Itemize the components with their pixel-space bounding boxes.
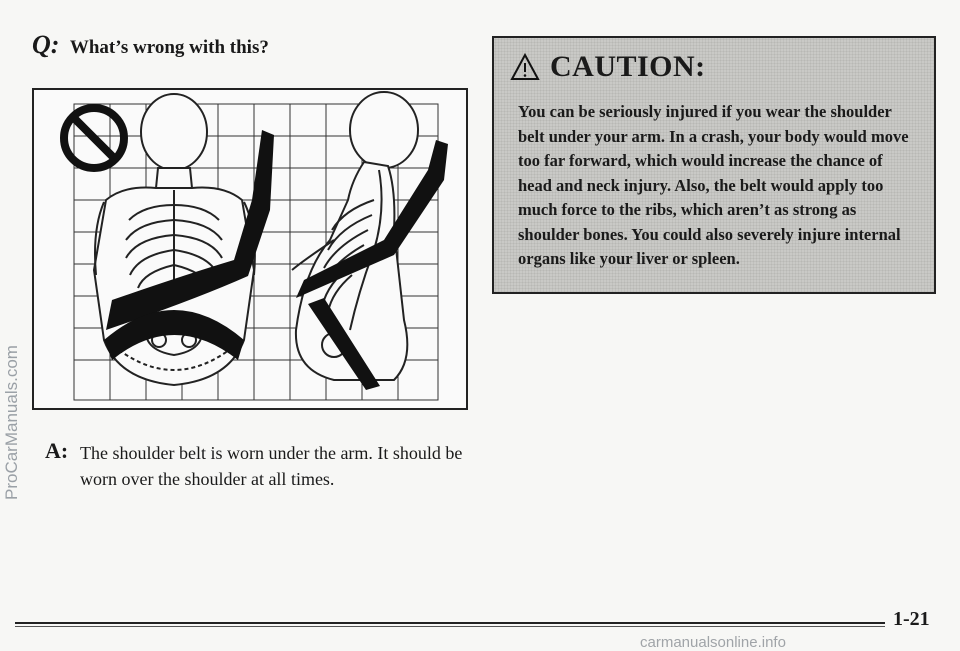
- question-heading: [32, 30, 269, 60]
- prohibited-icon: [64, 108, 124, 168]
- question-label: Q:: [32, 30, 60, 59]
- side-watermark: ProCarManuals.com: [2, 345, 21, 500]
- page-number: 1-21: [893, 608, 930, 630]
- bottom-watermark: carmanualsonline.info: [640, 634, 786, 651]
- caution-title-text: CAUTION:: [550, 50, 706, 83]
- answer-block: [45, 440, 475, 492]
- answer-label: A:: [45, 438, 69, 463]
- seatbelt-illustration: [32, 88, 468, 410]
- caution-box: [492, 36, 936, 294]
- footer-rule-thin: [15, 626, 885, 627]
- caution-title: [510, 50, 706, 84]
- warning-triangle-icon: [510, 53, 540, 81]
- answer-text: The shoulder belt is worn under the arm. It should be worn over the shoulder at all times.: [80, 443, 463, 489]
- footer-rule: [15, 622, 885, 624]
- caution-body: You can be seriously injured if you wear the shoulder belt under your arm. In a crash, your body would move too far forward, which would increase the chance of head and neck injury. Also, the belt would apply too much force to the ribs, which aren’t as strong as shoulder bones. You could also severely injure internal organs like your liver or spleen.: [518, 102, 909, 268]
- question-text: What’s wrong with this?: [69, 37, 269, 58]
